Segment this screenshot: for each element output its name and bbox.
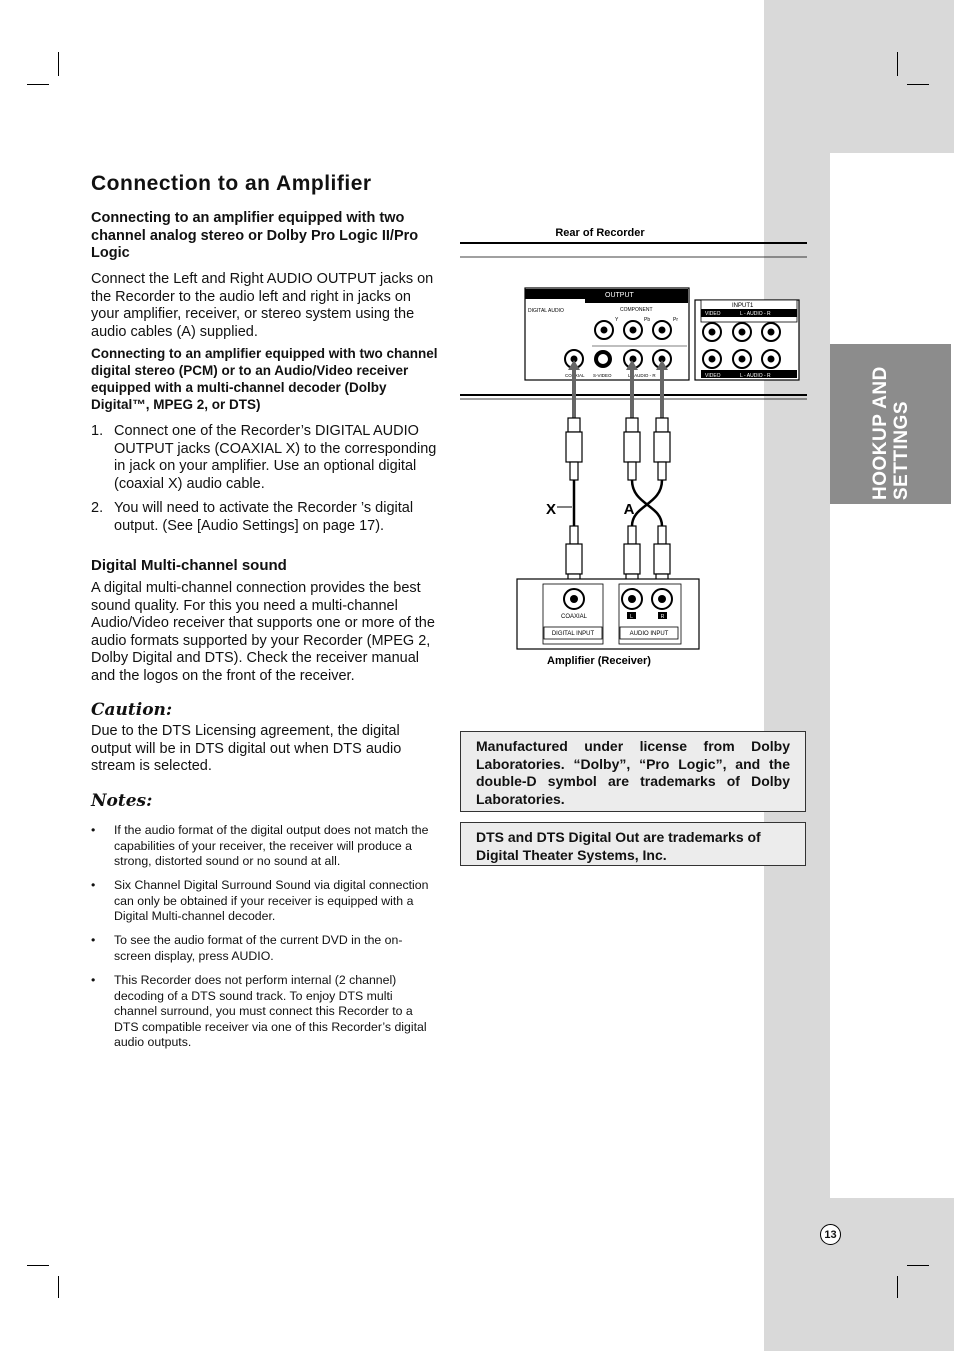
coaxial-label: COAXIAL xyxy=(565,373,585,378)
dolby-notice: Manufactured under license from Dolby Laboratories. “Dolby”, “Pro Logic”, and the double-D symbol are trademarks of Dolby Laboratories. xyxy=(460,731,806,812)
input-audio-label: L - AUDIO - R xyxy=(740,311,771,317)
cable-x-label: X xyxy=(545,501,557,518)
intro-text: Connect the Left and Right AUDIO OUTPUT jacks on the Recorder to the audio left and right in jacks on your amplifier, receiver, or stereo system using the audio cables (A) supplied. xyxy=(91,271,434,340)
amp-audio-input-label: AUDIO INPUT xyxy=(629,631,669,637)
note-text: This Recorder does not perform internal (2 channel) decoding of a DTS sound track. To enjoy DTS multi channel surround, you must connect this Recorder to a DTS compatible receiver via one of this Recorder’s digital audio outputs. xyxy=(114,973,427,1049)
connection-diagram xyxy=(455,220,815,680)
component-label: COMPONENT xyxy=(620,307,653,313)
amp-digital-input-label: DIGITAL INPUT xyxy=(551,631,595,637)
amp-l-label: L xyxy=(630,614,633,620)
side-top-block xyxy=(830,0,954,153)
audio-lr-label: L - AUDIO - R xyxy=(628,373,656,378)
dts-notice: DTS and DTS Digital Out are trademarks of Digital Theater Systems, Inc. xyxy=(460,822,806,866)
crop-mark xyxy=(907,84,929,85)
pr-label: Pr xyxy=(673,317,678,323)
section-tab-line1: HOOKUP AND xyxy=(869,366,891,500)
note-text: Six Channel Digital Surround Sound via digital connection can only be obtained if your receiver is equipped with a Digital Multi-channel decoder. xyxy=(114,878,429,923)
note-text: To see the audio format of the current DVD in the on-screen display, press AUDIO. xyxy=(114,933,403,963)
step-number: 2. xyxy=(91,500,104,516)
side-white-strip xyxy=(830,153,954,1198)
crop-mark xyxy=(58,1276,59,1298)
crop-mark xyxy=(907,1265,929,1266)
digital-audio-label: DIGITAL AUDIO xyxy=(528,308,564,314)
crop-mark xyxy=(27,1265,49,1266)
crop-mark xyxy=(27,84,49,85)
multichannel-text: A digital multi-channel connection provides the best sound quality. For this you need a multi-channel Audio/Video receiver that supports one or more of the audio formats supported by your Recorder (MPEG 2, Dolby Digital and DTS). Check the receiver manual and the logos on the front of the receiver. xyxy=(91,580,435,684)
digital-heading: Connecting to an amplifier equipped with two channel digital stereo (PCM) or to an Audio/Video receiver equipped with a multi-channel decoder (Dolby Digital™, MPEG 2, or DTS) xyxy=(91,346,438,412)
input-audio-label-bottom: L - AUDIO - R xyxy=(740,373,771,379)
output-label: OUTPUT xyxy=(605,292,634,299)
crop-mark xyxy=(897,1276,898,1298)
side-bottom-block xyxy=(830,1198,954,1351)
amp-coaxial-label: COAXIAL xyxy=(560,614,588,620)
section-tab-line2: SETTINGS xyxy=(890,400,912,500)
y-label: Y xyxy=(615,317,619,323)
intro-heading: Connecting to an amplifier equipped with two channel analog stereo or Dolby Pro Logic II/Pro Logic xyxy=(91,210,419,261)
caution-text: Due to the DTS Licensing agreement, the digital output will be in DTS digital out when DTS audio stream is selected. xyxy=(91,723,402,774)
input1-label: INPUT1 xyxy=(732,303,754,309)
step-text: You will need to activate the Recorder ’s digital output. (See [Audio Settings] on page 17). xyxy=(114,500,414,534)
step-text: Connect one of the Recorder’s DIGITAL AUDIO OUTPUT jacks (COAXIAL X) to the corresponding in jack on your amplifier. Use an optional digital (coaxial X) audio cable. xyxy=(114,423,437,492)
crop-mark xyxy=(58,52,59,76)
svideo-label: S-VIDEO xyxy=(593,373,612,378)
multichannel-heading: Digital Multi-channel sound xyxy=(91,557,287,574)
caution-heading: Caution: xyxy=(91,700,173,720)
page-number: 13 xyxy=(820,1224,841,1245)
bullet: • xyxy=(91,973,96,987)
pb-label: Pb xyxy=(644,317,651,323)
notes-heading: Notes: xyxy=(91,791,153,811)
amp-r-label: R xyxy=(660,614,665,620)
cable-a-label: A xyxy=(623,501,635,518)
bullet: • xyxy=(91,823,96,837)
bullet: • xyxy=(91,878,96,892)
page-title: Connection to an Amplifier xyxy=(91,172,372,195)
rear-label: Rear of Recorder xyxy=(555,227,645,239)
amp-label: Amplifier (Receiver) xyxy=(547,655,651,667)
video-label-bottom: VIDEO xyxy=(705,373,721,379)
step-number: 1. xyxy=(91,423,104,439)
section-tab xyxy=(830,344,951,504)
video-label: VIDEO xyxy=(705,311,721,317)
bullet: • xyxy=(91,933,96,947)
note-text: If the audio format of the digital output does not match the capabilities of your receiver, the receiver will produce a strong, distorted sound or no sound at all. xyxy=(114,823,429,868)
crop-mark xyxy=(897,52,898,76)
